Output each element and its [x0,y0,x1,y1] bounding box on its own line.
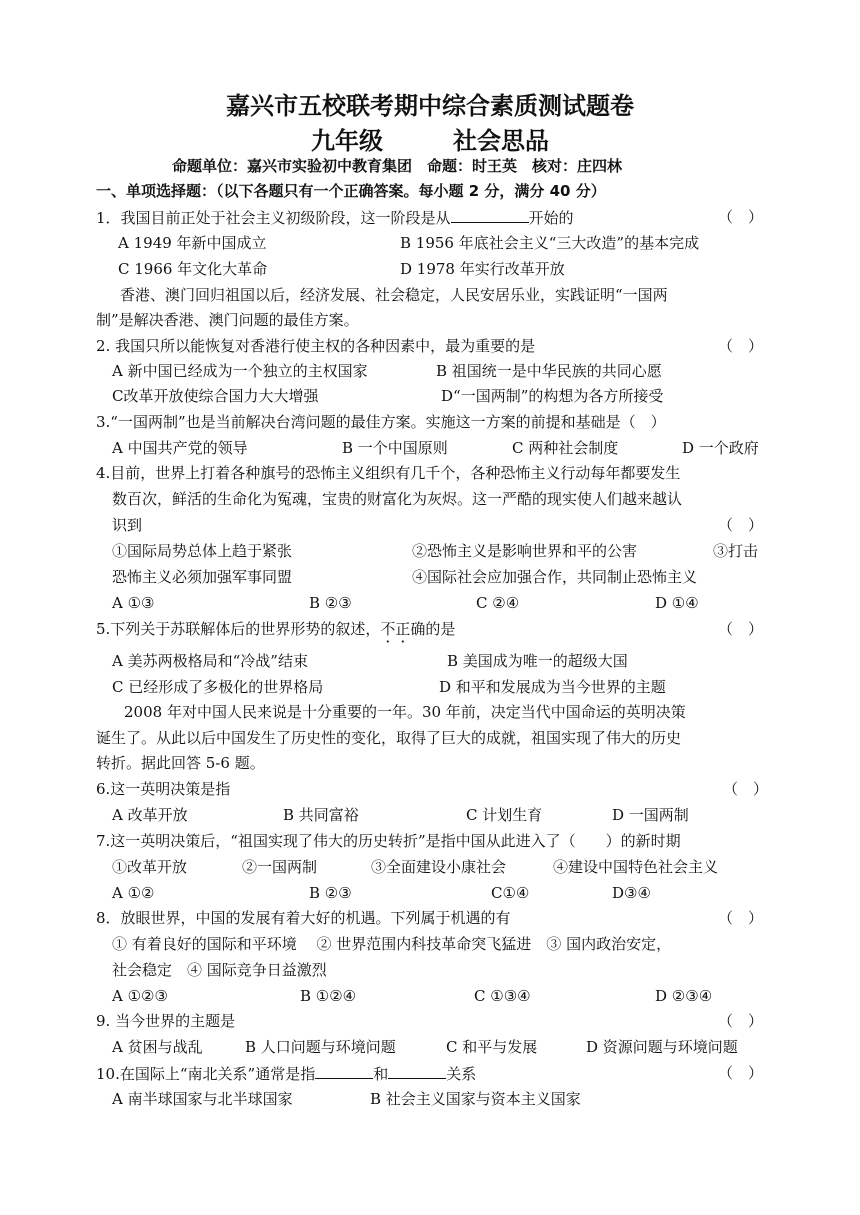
exam-subtitle [0,121,860,156]
question-7-statement-2: ②一国两制 [242,858,318,876]
question-5-option-a: A 美苏两极格局和“冷战”结束 [112,652,308,670]
question-4-statement-4: ④国际社会应加强合作，共同制止恐怖主义 [412,568,698,586]
question-5-option-b: B 美国成为唯一的超级大国 [447,652,628,670]
question-9-option-d: D 资源问题与环境问题 [586,1038,738,1056]
emphasis-correct: 正 [395,620,411,638]
question-6-answer-paren: （ ） [722,780,768,798]
question-9-option-b: B 人口问题与环境问题 [245,1038,396,1056]
question-3-stem: 3.“一国两制”也是当前解决台湾问题的最佳方案。实施这一方案的前提和基础是（ ） [96,413,666,431]
answer-blank [388,1063,446,1079]
question-6-option-b: B 共同富裕 [283,806,359,824]
question-2-option-b: B 祖国统一是中华民族的共同心愿 [436,362,662,380]
question-4-option-d: D ①④ [655,594,699,612]
answer-blank [451,207,529,223]
question-3-option-b: B 一个中国原则 [342,439,448,457]
question-7-option-a: A ①② [112,884,155,902]
question-4-line-3: 识到 [112,516,143,534]
question-5-answer-paren: （ ） [717,620,763,638]
question-2-option-a: A 新中国已经成为一个独立的主权国家 [112,362,368,380]
question-7-option-c: C①④ [491,884,530,902]
question-2-stem: 2. 我国只所以能恢复对香港行使主权的各种因素中，最为重要的是 [96,337,536,355]
question-9-stem: 9. 当今世界的主题是 [96,1012,236,1030]
question-7-statement-4: ④建设中国特色社会主义 [553,858,719,876]
emphasis-not: 不 [380,620,396,638]
question-4-line-1: 4.目前，世界上打着各种旗号的恐怖主义组织有几千个，各种恐怖主义行动每年都要发生 [96,464,681,482]
question-1-stem-end: 开始的 [528,209,574,227]
question-9-option-c: C 和平与发展 [446,1038,538,1056]
question-2-option-d: D“一国两制”的构想为各方所接受 [441,387,664,405]
question-5-stem [96,619,455,639]
question-5-option-c: C 已经形成了多极化的世界格局 [112,678,324,696]
question-10-stem [96,1063,476,1084]
question-8-statements-line-2: 社会稳定 ④ 国际竞争日益激烈 [112,961,327,979]
passage-2-line-3: 转折。据此回答 5-6 题。 [96,754,265,772]
question-8-option-c: C ①③④ [474,987,531,1005]
question-6-option-c: C 计划生育 [466,806,543,824]
question-1-answer-paren: （ ） [717,208,763,226]
passage-2-line-1: 2008 年对中国人民来说是十分重要的一年。30 年前，决定当代中国命运的英明决策 [124,703,686,721]
question-9-option-a: A 贫困与战乱 [112,1038,203,1056]
question-1-option-d: D 1978 年实行改革开放 [400,260,565,278]
question-8-option-d: D ②③④ [655,987,713,1005]
question-3-option-c: C 两种社会制度 [512,439,619,457]
question-7-statement-3: ③全面建设小康社会 [371,858,507,876]
question-9-answer-paren: （ ） [717,1012,763,1030]
question-7-stem: 7.这一英明决策后，“祖国实现了伟大的历史转折”是指中国从此进入了（ ）的新时期 [96,832,681,850]
question-8-statements-line-1: ① 有着良好的国际和平环境 ② 世界范围内科技革命突飞猛进 ③ 国内政治安定， [112,935,672,953]
question-4-answer-paren: （ ） [717,516,763,534]
question-10-stem-and: 和 [373,1065,389,1083]
grade-label: 九年级 [311,127,383,155]
question-2-answer-paren: （ ） [717,337,763,355]
question-5-stem-text: 5.下列关于苏联解体后的世界形势的叙述， [96,620,381,638]
question-6-option-d: D 一国两制 [612,806,689,824]
question-4-statement-3-start: ③打击 [713,542,759,560]
answer-blank [315,1063,373,1079]
question-10-stem-text: 10.在国际上“南北关系”通常是指 [96,1065,316,1083]
exam-meta: 命题单位：嘉兴市实验初中教育集团 命题：时王英 核对：庄四林 [172,157,623,175]
passage-2-line-2: 诞生了。从此以后中国发生了历史性的变化，取得了巨大的成就，祖国实现了伟大的历史 [96,729,682,747]
question-10-option-a: A 南半球国家与北半球国家 [112,1090,293,1108]
question-2-option-c: C改革开放使综合国力大大增强 [112,387,319,405]
question-3-option-a: A 中国共产党的领导 [112,439,248,457]
question-1-option-a: A 1949 年新中国成立 [118,234,267,252]
question-1-stem [96,207,574,228]
passage-1-line-2: 制”是解决香港、澳门问题的最佳方案。 [96,311,359,329]
question-4-statement-3-end: 恐怖主义必须加强军事同盟 [112,568,293,586]
question-7-option-d: D③④ [612,884,651,902]
question-8-option-b: B ①②④ [300,987,357,1005]
question-6-stem: 6.这一英明决策是指 [96,780,231,798]
question-10-answer-paren: （ ） [717,1064,763,1082]
question-7-statement-1: ①改革开放 [112,858,188,876]
question-3-option-d: D 一个政府 [682,439,759,457]
question-8-option-a: A ①②③ [112,987,168,1005]
exam-title: 嘉兴市五校联考期中综合素质测试题卷 [226,92,634,120]
question-4-statement-2: ②恐怖主义是影响世界和平的公害 [412,542,638,560]
question-4-option-a: A ①③ [112,594,155,612]
question-8-stem: 8．放眼世界，中国的发展有着大好的机遇。下列属于机遇的有 [96,909,511,927]
question-5-stem-end: 确的是 [410,620,456,638]
question-10-stem-end: 关系 [446,1065,477,1083]
question-4-statement-1: ①国际局势总体上趋于紧张 [112,542,293,560]
question-8-answer-paren: （ ） [717,909,763,927]
question-4-line-2: 数百次，鲜活的生命化为冤魂，宝贵的财富化为灰烬。这一严酷的现实使人们越来越认 [112,490,683,508]
question-1-option-c: C 1966 年文化大革命 [118,260,268,278]
question-5-option-d: D 和平和发展成为当今世界的主题 [439,678,666,696]
question-7-option-b: B ②③ [309,884,352,902]
question-6-option-a: A 改革开放 [112,806,188,824]
question-4-option-c: C ②④ [476,594,520,612]
question-1-option-b: B 1956 年底社会主义“三大改造”的基本完成 [400,234,700,252]
question-4-option-b: B ②③ [309,594,352,612]
section-heading: 一、单项选择题：（以下各题只有一个正确答案。每小题 2 分，满分 40 分） [96,182,606,200]
subject-label: 社会思品 [453,127,549,155]
passage-1-line-1: 香港、澳门回归祖国以后，经济发展、社会稳定，人民安居乐业，实践证明“一国两 [120,286,668,304]
question-1-stem-text: 1．我国目前正处于社会主义初级阶段，这一阶段是从 [96,209,451,227]
question-10-option-b: B 社会主义国家与资本主义国家 [370,1090,581,1108]
